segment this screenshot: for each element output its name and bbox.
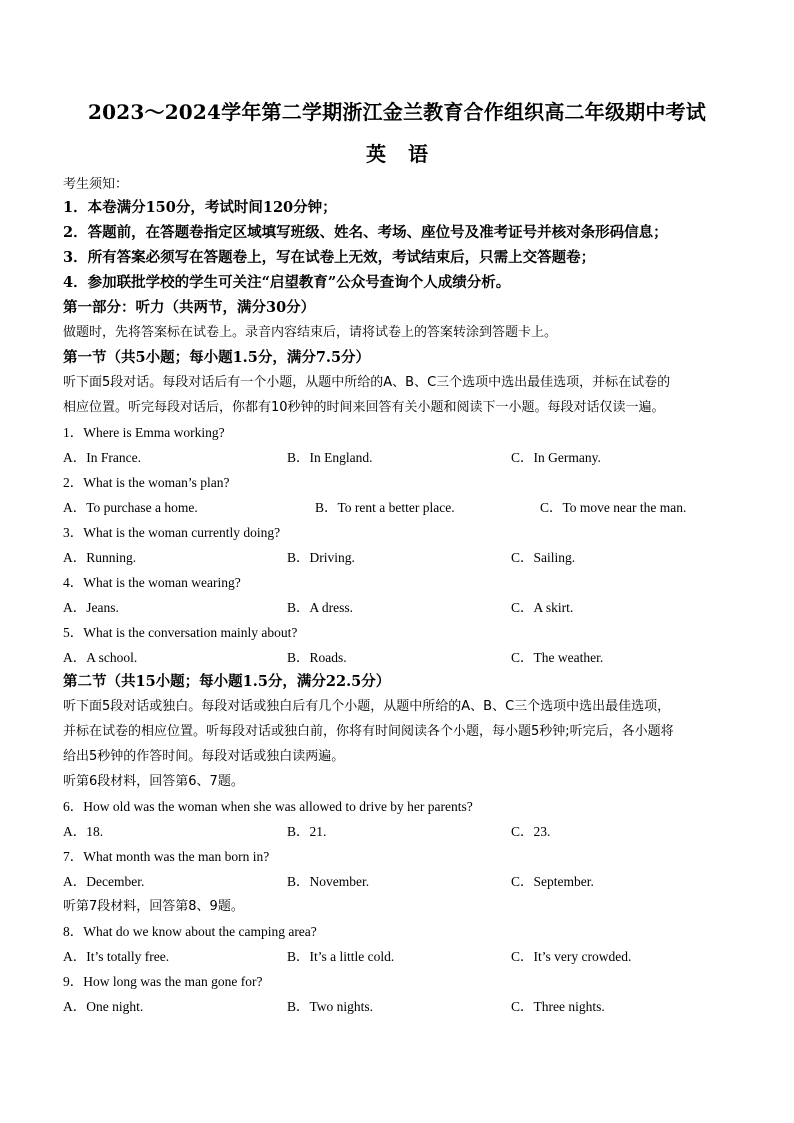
question-1: 1．Where is Emma working? bbox=[63, 425, 225, 440]
question-6-option-a: A．18. bbox=[63, 824, 104, 839]
question-8-option-a: A．It’s totally free. bbox=[63, 949, 170, 964]
question-6: 6．How old was the woman when she was allowed to drive by her parents? bbox=[63, 799, 473, 814]
question-7-option-b: B．November. bbox=[287, 874, 370, 889]
section2-instruction-line3: 给出5秒钟的作答时间。每段对话或独白读两遍。 bbox=[63, 749, 345, 764]
section2-instruction-line1: 听下面5段对话或独白。每段对话或独白后有几个小题，从题中所给的A、B、C三个选项中选出最佳选项， bbox=[63, 699, 671, 714]
part1-heading: 第一部分：听力（共两节，满分30分） bbox=[63, 299, 316, 316]
question-1-option-a: A．In France. bbox=[63, 450, 141, 465]
notice-item-1: 1．本卷满分150分，考试时间120分钟； bbox=[63, 199, 337, 216]
part1-instruction: 做题时，先将答案标在试卷上。录音内容结束后，请将试卷上的答案转涂到答题卡上。 bbox=[63, 325, 558, 340]
question-3-option-a: A．Running. bbox=[63, 550, 137, 565]
question-1-option-b: B．In England. bbox=[287, 450, 373, 465]
question-2-option-c: C．To move near the man. bbox=[540, 500, 687, 515]
question-2-option-b: B．To rent a better place. bbox=[315, 500, 455, 515]
question-5-option-c: C．The weather. bbox=[511, 650, 604, 665]
section1-instruction-line2: 相应位置。听完每段对话后，你都有10秒钟的时间来回答有关小题和阅读下一小题。每段对话仅读一遍。 bbox=[63, 400, 665, 415]
question-2: 2．What is the woman’s plan? bbox=[63, 475, 230, 490]
question-7: 7．What month was the man born in? bbox=[63, 849, 270, 864]
question-8-option-c: C．It’s very crowded. bbox=[511, 949, 632, 964]
question-4-option-c: C．A skirt. bbox=[511, 600, 574, 615]
question-5-option-b: B．Roads. bbox=[287, 650, 347, 665]
question-4-option-b: B．A dress. bbox=[287, 600, 354, 615]
exam-title: 2023～2024学年第二学期浙江金兰教育合作组织高二年级期中考试 bbox=[88, 100, 706, 124]
question-9-option-a: A．One night. bbox=[63, 999, 144, 1014]
question-7-option-c: C．September. bbox=[511, 874, 594, 889]
notice-item-4: 4．参加联批学校的学生可关注“启望教育”公众号查询个人成绩分析。 bbox=[63, 274, 511, 291]
section1-instruction-line1: 听下面5段对话。每段对话后有一个小题，从题中所给的A、B、C三个选项中选出最佳选项，并标在试卷的 bbox=[63, 375, 671, 390]
section1-heading: 第一节（共5小题；每小题1.5分，满分7.5分） bbox=[63, 349, 371, 366]
question-3: 3．What is the woman currently doing? bbox=[63, 525, 281, 540]
question-6-option-b: B．21. bbox=[287, 824, 327, 839]
section2-instruction-line2: 并标在试卷的相应位置。听每段对话或独白前，你将有时间阅读各个小题，每小题5秒钟;听完后，各小题将 bbox=[63, 724, 674, 739]
question-4-option-a: A．Jeans. bbox=[63, 600, 119, 615]
question-3-option-c: C．Sailing. bbox=[511, 550, 576, 565]
question-9: 9．How long was the man gone for? bbox=[63, 974, 263, 989]
question-3-option-b: B．Driving. bbox=[287, 550, 355, 565]
question-9-option-b: B．Two nights. bbox=[287, 999, 374, 1014]
question-9-option-c: C．Three nights. bbox=[511, 999, 605, 1014]
notice-heading: 考生须知： bbox=[63, 177, 129, 192]
question-8-option-b: B．It’s a little cold. bbox=[287, 949, 395, 964]
notice-item-3: 3．所有答案必须写在答题卷上，写在试卷上无效，考试结束后，只需上交答题卷； bbox=[63, 249, 596, 266]
material-6-instruction: 听第6段材料，回答第6、7题。 bbox=[63, 774, 244, 789]
question-4: 4．What is the woman wearing? bbox=[63, 575, 241, 590]
section2-heading: 第二节（共15小题；每小题1.5分，满分22.5分） bbox=[63, 673, 391, 690]
question-5-option-a: A．A school. bbox=[63, 650, 138, 665]
notice-item-2: 2．答题前，在答题卷指定区域填写班级、姓名、考场、座位号及准考证号并核对条形码信息； bbox=[63, 224, 668, 241]
question-8: 8．What do we know about the camping area? bbox=[63, 924, 317, 939]
question-7-option-a: A．December. bbox=[63, 874, 145, 889]
material-7-instruction: 听第7段材料，回答第8、9题。 bbox=[63, 899, 244, 914]
question-5: 5．What is the conversation mainly about? bbox=[63, 625, 298, 640]
exam-subject: 英语 bbox=[366, 142, 450, 166]
question-1-option-c: C．In Germany. bbox=[511, 450, 601, 465]
question-2-option-a: A．To purchase a home. bbox=[63, 500, 198, 515]
question-6-option-c: C．23. bbox=[511, 824, 551, 839]
